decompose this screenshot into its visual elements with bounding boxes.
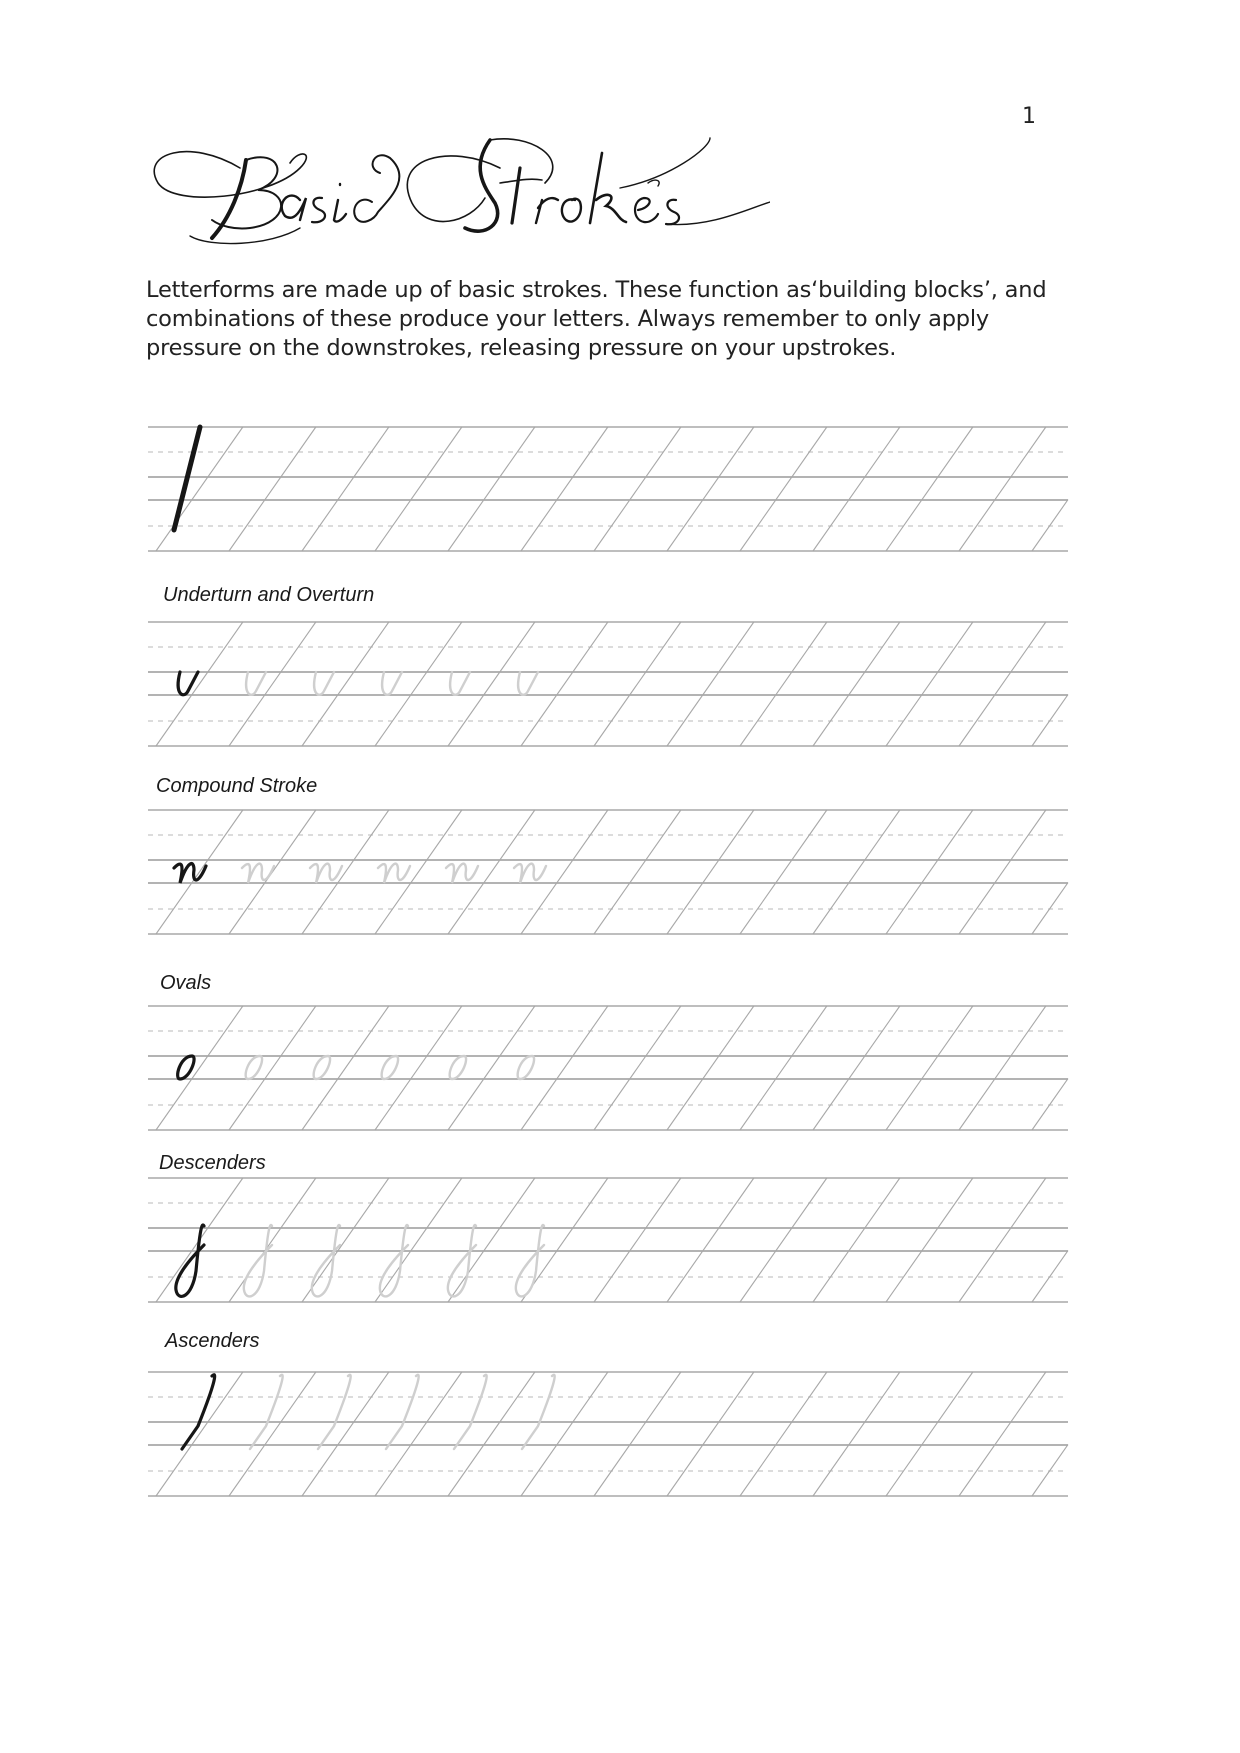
practice-row (148, 1006, 1068, 1130)
oval-stroke-trace (518, 1056, 534, 1079)
practice-row (148, 1178, 1068, 1302)
underturn-stroke-trace (246, 672, 266, 695)
underturn-stroke-model (178, 672, 198, 695)
ascender-stroke-trace (386, 1375, 419, 1449)
compound-stroke-trace (446, 864, 478, 883)
oval-stroke-trace (246, 1056, 262, 1079)
descender-stroke-trace (244, 1225, 272, 1296)
practice-row (148, 810, 1068, 934)
compound-stroke-trace (242, 864, 274, 883)
practice-row (148, 1372, 1068, 1496)
page-number: 1 (1022, 104, 1036, 129)
ascender-stroke-model (182, 1375, 215, 1449)
section-label-underturn-overturn: Underturn and Overturn (163, 584, 375, 606)
practice-row (148, 622, 1068, 746)
descender-stroke-model (176, 1225, 204, 1296)
underturn-stroke-trace (382, 672, 402, 695)
section-label-ascenders: Ascenders (165, 1330, 260, 1352)
ascender-stroke-trace (318, 1375, 351, 1449)
oval-stroke-trace (382, 1056, 398, 1079)
oval-stroke-trace (314, 1056, 330, 1079)
section-label-descenders: Descenders (159, 1152, 266, 1174)
descender-stroke-trace (448, 1225, 476, 1296)
descender-stroke-trace (312, 1225, 340, 1296)
descender-stroke-trace (516, 1225, 544, 1296)
underturn-stroke-trace (314, 672, 334, 695)
underturn-stroke-trace (450, 672, 470, 695)
oval-stroke-model (178, 1056, 194, 1079)
compound-stroke-trace (378, 864, 410, 883)
section-label-ovals: Ovals (160, 972, 212, 994)
straight-stroke-model (174, 427, 200, 530)
oval-stroke-trace (450, 1056, 466, 1079)
practice-row (148, 427, 1068, 551)
ascender-stroke-trace (522, 1375, 555, 1449)
ascender-stroke-trace (454, 1375, 487, 1449)
ascender-stroke-trace (250, 1375, 283, 1449)
compound-stroke-trace (310, 864, 342, 883)
section-label-compound-stroke: Compound Stroke (156, 775, 318, 797)
underturn-stroke-trace (518, 672, 538, 695)
intro-paragraph: Letterforms are made up of basic strokes. These function as‘building blocks’, and combinations of these produce your letters. Always remember to only apply pressure on the downstrokes, releasing pressure on your upstrokes. (146, 277, 1047, 361)
compound-stroke-trace (514, 864, 546, 883)
compound-stroke-model (174, 864, 206, 883)
